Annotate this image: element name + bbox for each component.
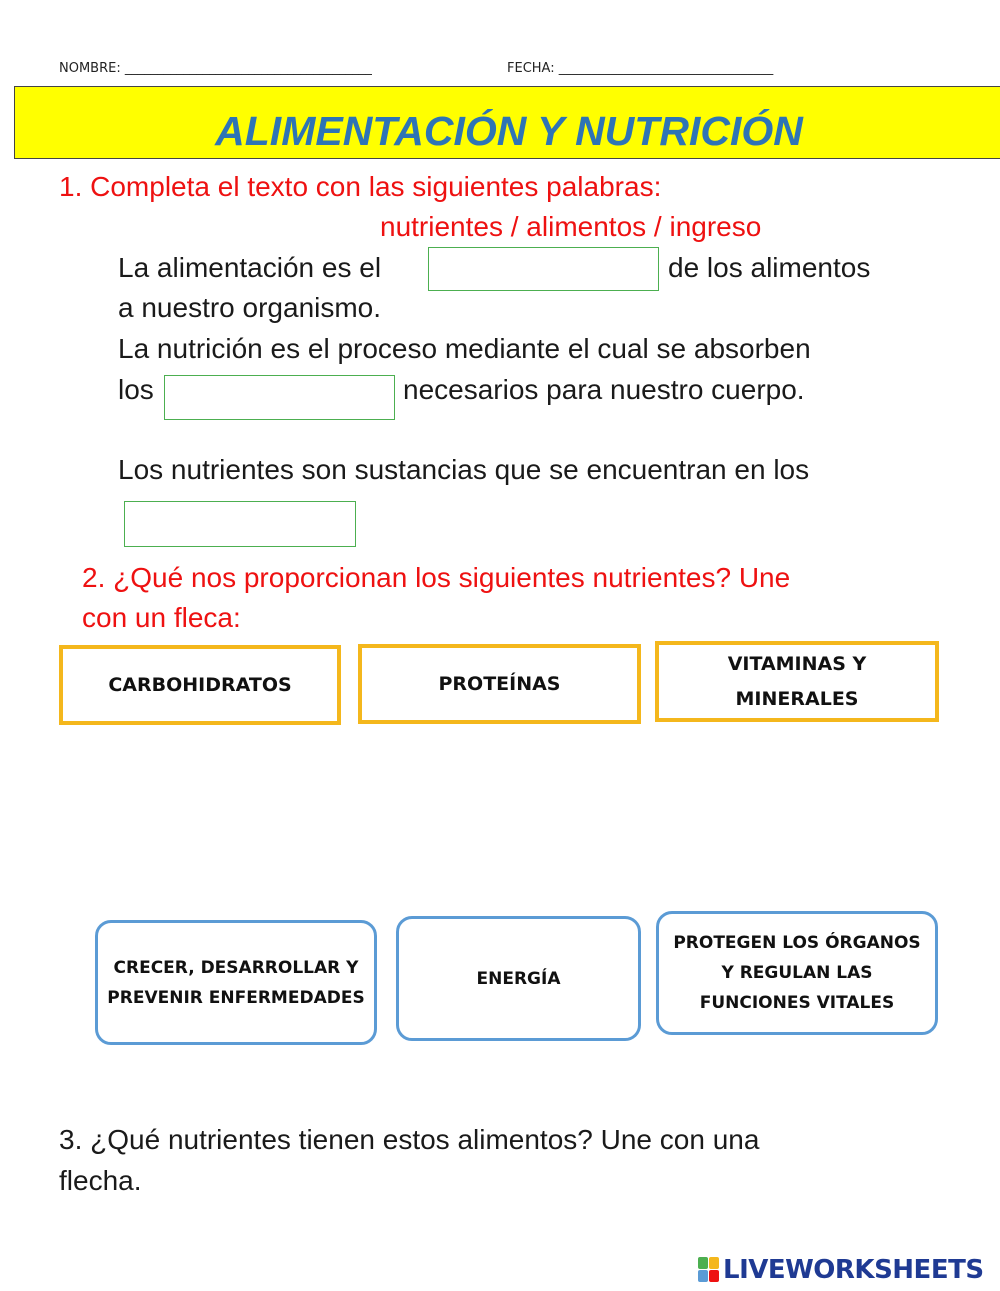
nutrient-box-proteinas[interactable]: PROTEÍNAS [358, 644, 641, 724]
answer-box-ingreso[interactable] [428, 247, 659, 291]
sentence-2: a nuestro organismo. [118, 292, 382, 323]
exercise-1-instruction: 1. Completa el texto con las siguientes palabras: [59, 171, 662, 202]
word-bank: nutrientes / alimentos / ingreso [380, 211, 762, 242]
exercise-3-instruction-line2: flecha. [59, 1165, 142, 1196]
date-field-label: FECHA: _________________________________ [507, 61, 774, 76]
answer-box-nutrientes[interactable] [164, 375, 395, 420]
function-box-proteger[interactable]: PROTEGEN LOS ÓRGANOS Y REGULAN LAS FUNCIONES VITALES [656, 911, 938, 1035]
liveworksheets-logo [698, 1254, 984, 1286]
page-title: ALIMENTACIÓN Y NUTRICIÓN [215, 108, 803, 154]
nutrient-box-carbohidratos[interactable]: CARBOHIDRATOS [59, 645, 341, 725]
exercise-2-instruction-line2: con un fleca: [82, 602, 241, 633]
exercise-2-instruction-line1: 2. ¿Qué nos proporcionan los siguientes nutrientes? Une [82, 562, 791, 593]
sentence-4-end: necesarios para nuestro cuerpo. [403, 374, 805, 405]
name-field-label: NOMBRE: ______________________________________ [59, 61, 372, 76]
nutrient-box-vitaminas-minerales[interactable]: VITAMINAS Y MINERALES [655, 641, 939, 722]
sentence-1-start: La alimentación es el [118, 252, 382, 283]
function-box-energia[interactable]: ENERGÍA [396, 916, 641, 1041]
exercise-3-instruction-line1: 3. ¿Qué nutrientes tienen estos alimentos? Une con una [59, 1124, 760, 1155]
sentence-5: Los nutrientes son sustancias que se encuentran en los [118, 454, 810, 485]
sentence-3: La nutrición es el proceso mediante el cual se absorben [118, 333, 811, 364]
answer-box-alimentos[interactable] [124, 501, 356, 547]
liveworksheets-logo-text: LIVEWORKSHEETS [723, 1255, 984, 1285]
sentence-4-start: los [118, 374, 154, 405]
function-box-crecer[interactable]: CRECER, DESARROLLAR Y PREVENIR ENFERMEDADES [95, 920, 377, 1045]
liveworksheets-logo-icon [698, 1257, 720, 1283]
sentence-1-end: de los alimentos [668, 252, 871, 283]
